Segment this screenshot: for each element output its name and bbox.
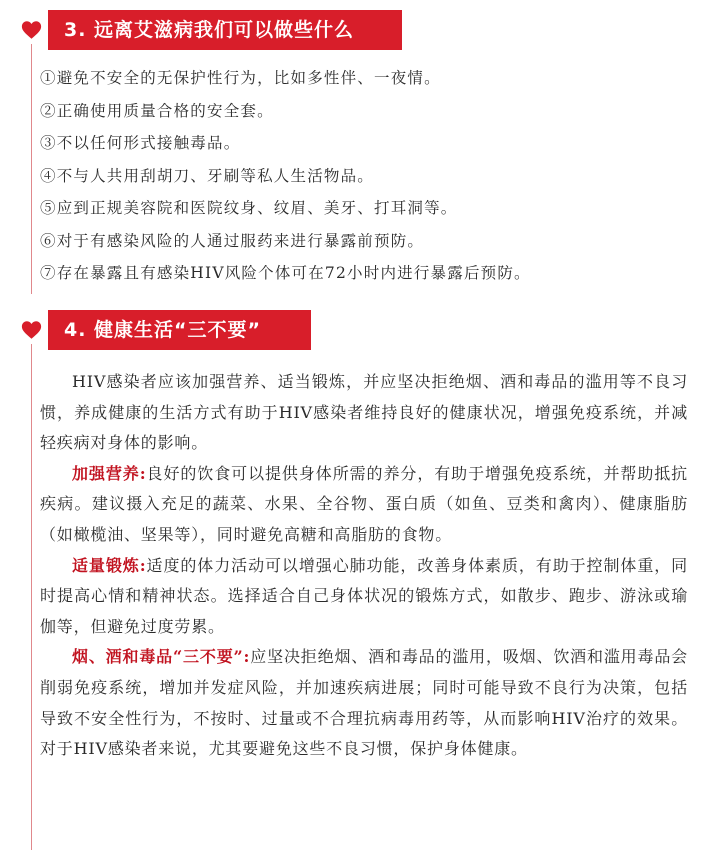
list-item: ⑤应到正规美容院和医院纹身、纹眉、美牙、打耳洞等。 — [40, 199, 458, 217]
prevention-list — [40, 62, 700, 290]
list-item: ③不以任何形式接触毒品。 — [40, 134, 241, 152]
section4-rule — [31, 344, 32, 850]
section3-rule — [31, 44, 32, 294]
list-item: ②正确使用质量合格的安全套。 — [40, 101, 274, 120]
substances-label: 烟、酒和毒品“三不要”: — [72, 647, 251, 667]
nutrition-text: 良好的饮食可以提供身体所需的养分，有助于增强免疫系统，并帮助抵抗疾病。建议摄入充足的蔬菜、水果、全谷物、蛋白质（如鱼、豆类和禽肉）、健康脂肪（如橄榄油、坚果等），同时避免高糖和高脂肪的食物。 — [40, 463, 688, 544]
section4-body — [40, 367, 688, 765]
nutrition-paragraph — [40, 459, 688, 551]
list-item: ⑥对于有感染风险的人通过服药来进行暴露前预防。 — [40, 231, 425, 250]
exercise-label: 适量锻炼: — [72, 555, 147, 575]
section3-title: 3. 远离艾滋病我们可以做些什么 — [48, 10, 402, 50]
intro-paragraph: HIV感染者应该加强营养、适当锻炼，并应坚决拒绝烟、酒和毒品的滥用等不良习惯，养成健康的生活方式有助于HIV感染者维持良好的健康状况，增强免疫系统，并减轻疾病对身体的影响。 — [40, 372, 688, 453]
list-item: ⑦存在暴露且有感染HIV风险个体可在72小时内进行暴露后预防。 — [40, 264, 531, 282]
substances-text: 应坚决拒绝烟、酒和毒品的滥用，吸烟、饮酒和滥用毒品会削弱免疫系统，增加并发症风险，并加速疾病进展；同时可能导致不良行为决策，包括导致不安全性行为，不按时、过量或不合理抗病毒用药等，从而影响HIV治疗的效果。对于HIV感染者来说，尤其要避免这些不良习惯，保护身体健康。 — [40, 647, 688, 759]
exercise-text: 适度的体力活动可以增强心肺功能，改善身体素质，有助于控制体重，同时提高心情和精神状态。选择适合自己身体状况的锻炼方式，如散步、跑步、游泳或瑜伽等，但避免过度劳累。 — [40, 555, 688, 636]
exercise-paragraph — [40, 551, 688, 643]
substances-paragraph — [40, 642, 688, 764]
section4-title: 4. 健康生活“三不要” — [48, 310, 311, 350]
heart-icon — [21, 320, 42, 340]
list-item: ④不与人共用刮胡刀、牙刷等私人生活物品。 — [40, 166, 375, 185]
heart-icon — [21, 20, 42, 40]
nutrition-label: 加强营养: — [72, 463, 147, 483]
list-item: ①避免不安全的无保护性行为，比如多性伴、一夜情。 — [40, 69, 441, 87]
